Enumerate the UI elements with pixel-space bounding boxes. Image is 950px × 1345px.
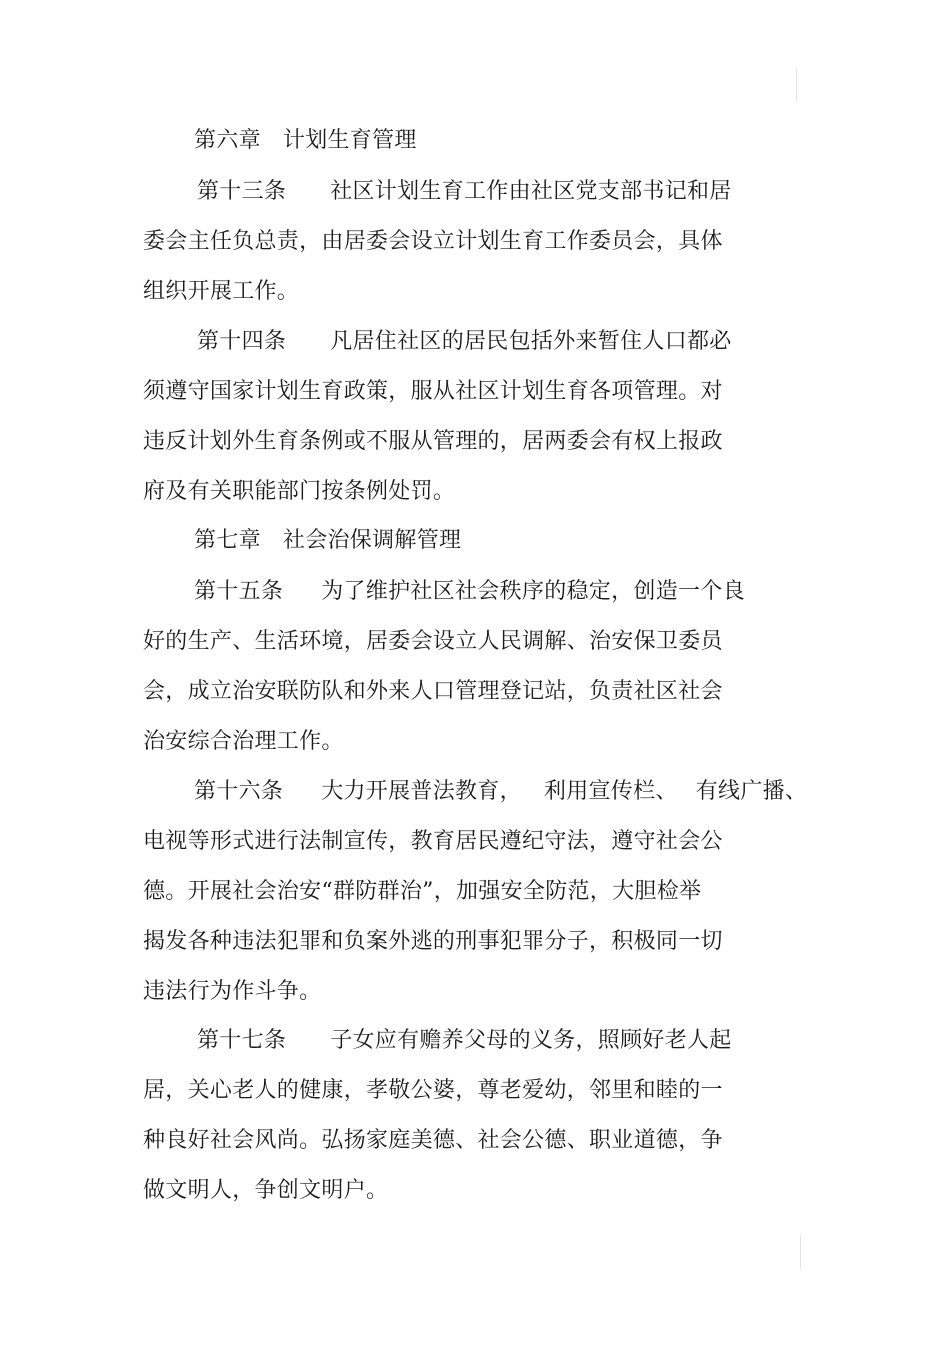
article-17-line-1 (197, 1026, 732, 1056)
article-14-line-1 (197, 327, 732, 357)
chapter-title: 计划生育管理 (282, 128, 417, 153)
article-number: 第十五条 (194, 579, 284, 604)
article-16-line-4: 揭发各种违法犯罪和负案外逃的刑事犯罪分子，积极同一切 (143, 929, 723, 954)
article-number: 第十四条 (197, 329, 287, 354)
article-text: 为了维护社区社会秩序的稳定，创造一个良 (321, 579, 745, 604)
article-text-part-1: 大力开展普法教育， (321, 779, 522, 804)
article-13-line-1 (197, 177, 732, 207)
article-13-line-2: 委会主任负总责，由居委会设立计划生育工作委员会，具体 (143, 229, 723, 254)
article-text-part-2: 利用宣传栏、 (543, 779, 678, 804)
chapter-number: 第七章 (194, 528, 261, 553)
page-edge-mark-top (796, 68, 797, 102)
article-14-line-2: 须遵守国家计划生育政策，服从社区计划生育各项管理。对 (143, 379, 723, 404)
article-text: 子女应有赡养父母的义务，照顾好老人起 (330, 1028, 732, 1053)
article-15-line-3: 会，成立治安联防队和外来人口管理登记站，负责社区社会 (143, 679, 723, 704)
page-edge-mark-bottom (800, 1235, 801, 1269)
article-text-part-3: 有线广播、 (695, 779, 808, 804)
article-14-line-3: 违反计划外生育条例或不服从管理的，居两委会有权上报政 (143, 429, 723, 454)
article-17-line-2: 居，关心老人的健康，孝敬公婆，尊老爱幼，邻里和睦的一 (143, 1078, 723, 1103)
article-number: 第十六条 (194, 779, 284, 804)
article-17-line-4: 做文明人，争创文明户。 (143, 1178, 389, 1203)
article-text: 凡居住社区的居民包括外来暂住人口都必 (330, 329, 732, 354)
article-13-line-3: 组织开展工作。 (143, 279, 300, 304)
article-16-line-2: 电视等形式进行法制宣传，教育居民遵纪守法，遵守社会公 (143, 829, 723, 854)
article-15-line-1 (194, 577, 745, 607)
article-number: 第十七条 (197, 1028, 287, 1053)
article-number: 第十三条 (197, 179, 287, 204)
chapter-title: 社会治保调解管理 (282, 528, 462, 553)
article-text: 社区计划生育工作由社区党支部书记和居 (330, 179, 732, 204)
article-16-line-5: 违法行为作斗争。 (143, 979, 322, 1004)
chapter-heading-6 (194, 126, 417, 156)
article-16-line-3: 德。开展社会治安“群防群治”，加强安全防范，大胆检举 (143, 879, 702, 904)
article-17-line-3: 种良好社会风尚。弘扬家庭美德、社会公德、职业道德，争 (143, 1128, 723, 1153)
chapter-number: 第六章 (194, 128, 261, 153)
article-15-line-2: 好的生产、生活环境，居委会设立人民调解、治安保卫委员 (143, 629, 723, 654)
chapter-heading-7 (194, 526, 461, 556)
article-15-line-4: 治安综合治理工作。 (143, 729, 344, 754)
article-14-line-4: 府及有关职能部门按条例处罚。 (143, 479, 456, 504)
article-16-line-1 (194, 777, 807, 807)
